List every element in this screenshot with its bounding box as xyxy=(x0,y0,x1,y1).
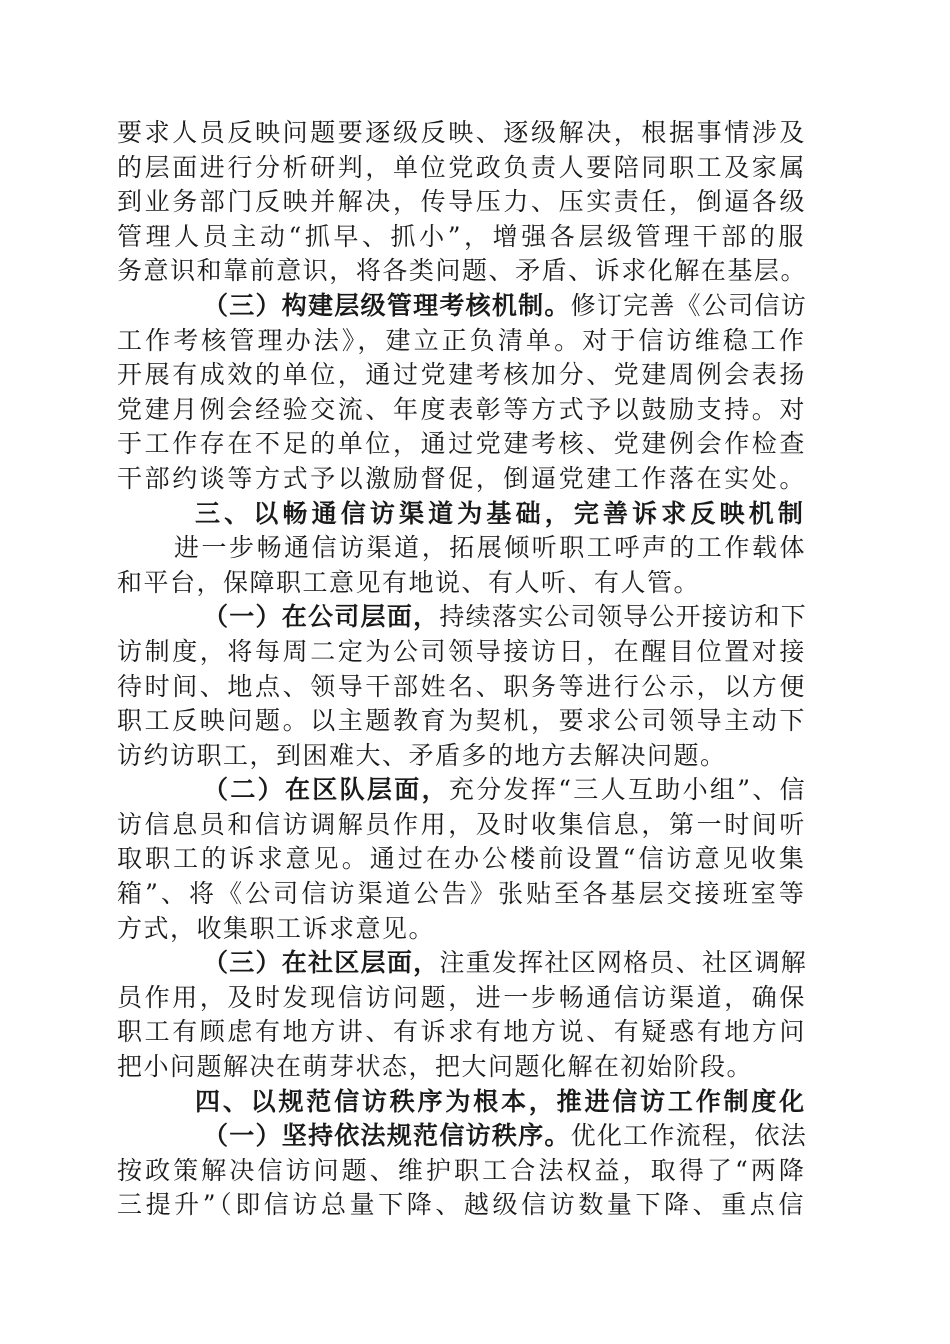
paragraph-line: 的层面进行分析研判，单位党政负责人要陪同职工及家属 xyxy=(117,152,807,182)
paragraph-lead-line xyxy=(117,1119,807,1154)
subsection-title: （一）在公司层面， xyxy=(203,602,440,632)
paragraph-line: 于工作存在不足的单位，通过党建考核、党建例会作检查 xyxy=(117,429,807,459)
paragraph-line: 干部约谈等方式予以激励督促，倒逼党建工作落在实处。 xyxy=(117,463,807,493)
subsection-title: （一）坚持依法规范信访秩序。 xyxy=(203,1121,571,1151)
paragraph-text: 充分发挥“三人互助小组”、信 xyxy=(448,775,807,805)
section-heading: 四、以规范信访秩序为根本，推进信访工作制度化 xyxy=(195,1086,807,1116)
paragraph-line: 和平台，保障职工意见有地说、有人听、有人管。 xyxy=(117,567,701,597)
paragraph-line: 取职工的诉求意见。通过在办公楼前设置“信访意见收集 xyxy=(117,844,807,874)
paragraph-line: 职工有顾虑有地方讲、有诉求有地方说、有疑惑有地方问 xyxy=(117,1017,807,1047)
paragraph-line: 按政策解决信访问题、维护职工合法权益，取得了“两降 xyxy=(117,1155,807,1185)
paragraph-line: 务意识和靠前意识，将各类问题、矛盾、诉求化解在基层。 xyxy=(117,256,807,286)
paragraph-lead-line xyxy=(117,289,807,324)
paragraph-line: 开展有成效的单位，通过党建考核加分、党建周例会表扬 xyxy=(117,360,807,390)
subsection-title: （三）在社区层面， xyxy=(203,948,440,978)
paragraph-line: 管理人员主动“抓早、抓小”，增强各层级管理干部的服 xyxy=(117,221,807,251)
paragraph-first-line: 进一步畅通信访渠道，拓展倾听职工呼声的工作载体 xyxy=(174,533,807,563)
subsection-title: （二）在区队层面， xyxy=(203,775,449,805)
paragraph-line: 访约访职工，到困难大、矛盾多的地方去解决问题。 xyxy=(117,740,727,770)
paragraph-line: 工作考核管理办法》，建立正负清单。对于信访维稳工作 xyxy=(117,325,807,355)
paragraph-line: 访制度，将每周二定为公司领导接访日，在醒目位置对接 xyxy=(117,636,807,666)
section-heading: 三、以畅通信访渠道为基础，完善诉求反映机制 xyxy=(195,498,807,528)
paragraph-line: 职工反映问题。以主题教育为契机，要求公司领导主动下 xyxy=(117,706,807,736)
paragraph-line: 党建月例会经验交流、年度表彰等方式予以鼓励支持。对 xyxy=(117,394,807,424)
paragraph-lead-line xyxy=(117,773,807,808)
paragraph-lead-line xyxy=(117,946,807,981)
paragraph-line: 员作用，及时发现信访问题，进一步畅通信访渠道，确保 xyxy=(117,982,807,1012)
paragraph-text: 修订完善《公司信访 xyxy=(570,290,807,320)
paragraph-text: 注重发挥社区网格员、社区调解 xyxy=(439,948,807,978)
paragraph-line: 方式，收集职工诉求意见。 xyxy=(117,913,436,943)
body-text xyxy=(117,116,807,1223)
paragraph-text: 持续落实公司领导公开接访和下 xyxy=(439,602,807,632)
paragraph-lead-line xyxy=(117,600,807,635)
subsection-title: （三）构建层级管理考核机制。 xyxy=(203,290,571,320)
paragraph-line: 箱”、将《公司信访渠道公告》张贴至各基层交接班室等 xyxy=(117,879,807,909)
paragraph-line: 三提升”（即信访总量下降、越级信访数量下降、重点信 xyxy=(117,1190,807,1220)
paragraph-line: 把小问题解决在萌芽状态，把大问题化解在初始阶段。 xyxy=(117,1052,754,1082)
paragraph-line: 待时间、地点、领导干部姓名、职务等进行公示，以方便 xyxy=(117,671,807,701)
paragraph-line: 访信息员和信访调解员作用，及时收集信息，第一时间听 xyxy=(117,809,807,839)
paragraph-text: 优化工作流程，依法 xyxy=(570,1121,807,1151)
paragraph-line: 要求人员反映问题要逐级反映、逐级解决，根据事情涉及 xyxy=(117,118,807,147)
paragraph-line: 到业务部门反映并解决，传导压力、压实责任，倒逼各级 xyxy=(117,187,807,217)
